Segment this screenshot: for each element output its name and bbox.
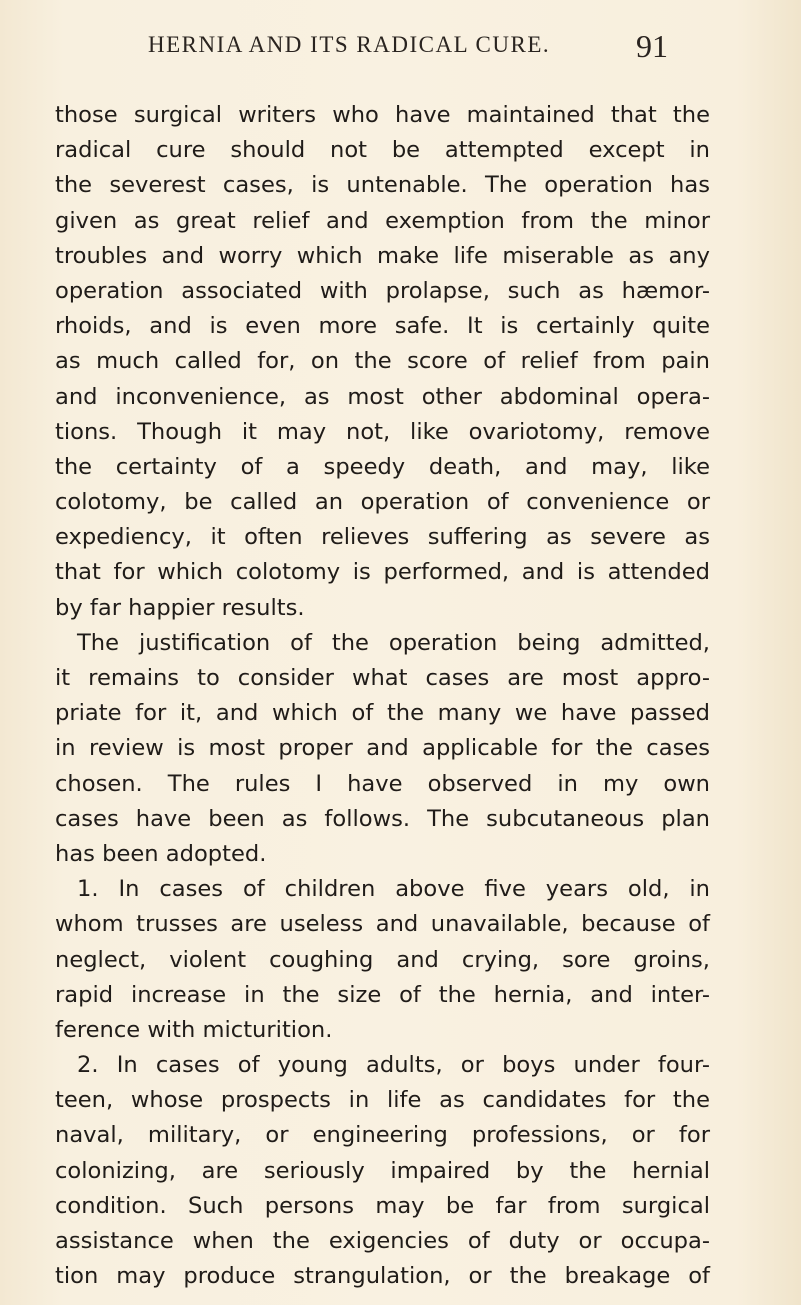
page-number: 91 [636, 28, 668, 64]
text-line: as much called for, on the score of relief from pain [55, 348, 710, 375]
text-line: the certainty of a speedy death, and may, like [55, 453, 710, 480]
text-line: and inconvenience, as most other abdominal opera- [55, 383, 710, 410]
text-line: by far happier results. [55, 594, 305, 621]
running-head: HERNIA AND ITS RADICAL CURE. [148, 32, 551, 57]
text-line: naval, military, or engineering professions, or for [55, 1122, 710, 1149]
text-line: 2. In cases of young adults, or boys under four- [77, 1052, 710, 1079]
text-line: that for which colotomy is performed, and is attended [55, 559, 710, 586]
text-line: the severest cases, is untenable. The operation has [55, 172, 710, 199]
text-line: ference with micturition. [55, 1016, 333, 1043]
text-line: whom trusses are useless and unavailable, because of [55, 911, 710, 938]
body-text [55, 98, 710, 1294]
text-line: rapid increase in the size of the hernia, and inter- [55, 981, 710, 1008]
text-line: assistance when the exigencies of duty or occupa- [55, 1228, 710, 1254]
text-line: chosen. The rules I have observed in my own [55, 770, 710, 797]
text-line: given as great relief and exemption from the minor [55, 207, 710, 234]
text-line: colotomy, be called an operation of convenience or [55, 489, 710, 516]
text-line: The justification of the operation being admitted, [77, 629, 710, 656]
text-line: priate for it, and which of the many we have passed [55, 700, 710, 727]
text-line: those surgical writers who have maintained that the [55, 102, 710, 128]
text-line: troubles and worry which make life miserable as any [55, 242, 710, 269]
text-line: rhoids, and is even more safe. It is certainly quite [55, 313, 710, 340]
text-line: tion may produce strangulation, or the breakage of [55, 1263, 710, 1290]
text-line: it remains to consider what cases are most appro- [55, 665, 710, 691]
text-line: expediency, it often relieves suffering as severe as [55, 524, 710, 551]
text-line: teen, whose prospects in life as candidates for the [55, 1087, 710, 1114]
text-line: operation associated with prolapse, such as hæmor- [55, 277, 710, 304]
text-line: colonizing, are seriously impaired by the hernial [55, 1157, 710, 1184]
text-line: cases have been as follows. The subcutaneous plan [55, 805, 710, 832]
text-line: 1. In cases of children above five years old, in [77, 876, 710, 903]
text-line: in review is most proper and applicable for the cases [55, 735, 710, 762]
text-line: tions. Though it may not, like ovariotomy, remove [55, 418, 710, 445]
text-line: neglect, violent coughing and crying, sore groins, [55, 946, 710, 973]
text-line: has been adopted. [55, 840, 267, 867]
text-line: radical cure should not be attempted except in [55, 137, 710, 164]
text-line: condition. Such persons may be far from surgical [55, 1192, 710, 1219]
